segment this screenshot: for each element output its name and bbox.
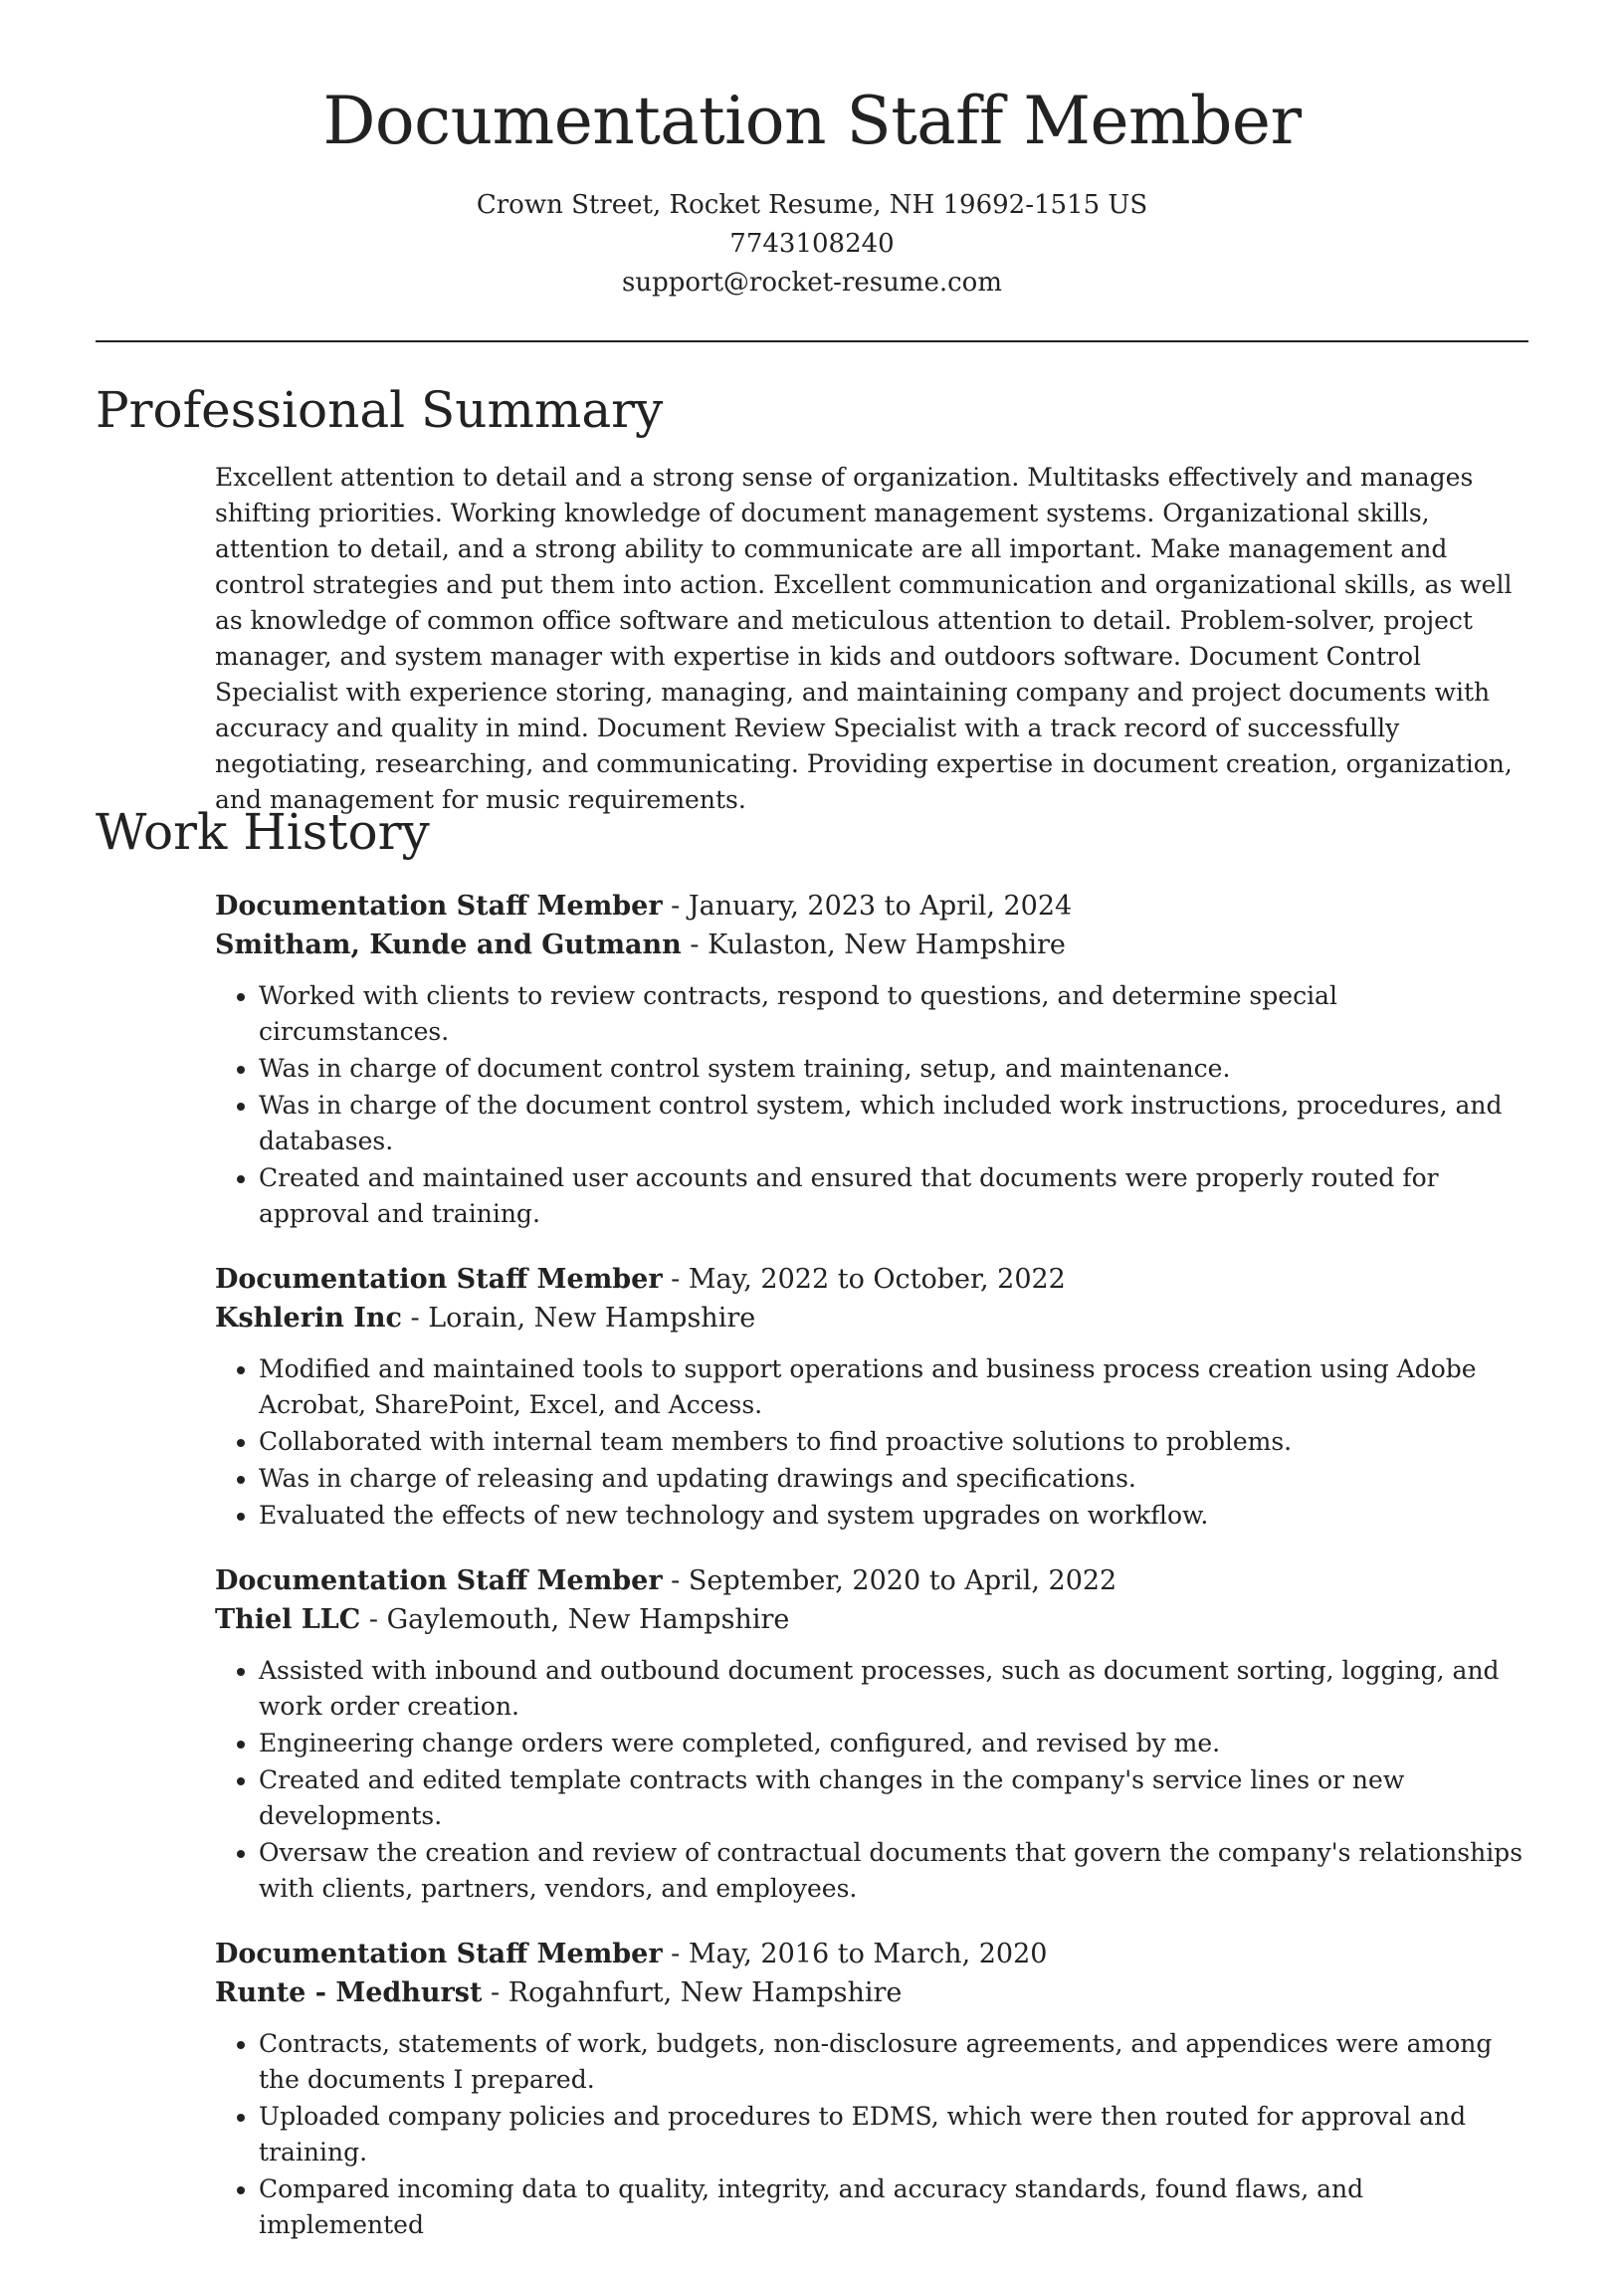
job-entry <box>215 1260 1528 1534</box>
job-company: Smitham, Kunde and Gutmann <box>215 929 682 960</box>
job-company: Kshlerin Inc <box>215 1303 402 1334</box>
job-dates: - May, 2016 to March, 2020 <box>662 1939 1048 1969</box>
job-bullet: • Collaborated with internal team members to find proactive solutions to problems. <box>259 1424 1528 1460</box>
job-bullet: • Oversaw the creation and review of contractual documents that govern the company's relationships with clients, partners, vendors, and employees. <box>259 1835 1528 1907</box>
job-bullet: • Assisted with inbound and outbound document processes, such as document sorting, logging, and work order creation. <box>259 1653 1528 1725</box>
job-company-line <box>215 1299 1528 1338</box>
work-history-list <box>215 887 1528 2271</box>
job-location: - Gaylemouth, New Hampshire <box>360 1604 790 1635</box>
header-divider <box>96 340 1528 342</box>
job-role: Documentation Staff Member <box>215 891 663 922</box>
job-bullet: • Created and edited template contracts with changes in the company's service lines or new developments. <box>259 1762 1528 1834</box>
job-role: Documentation Staff Member <box>215 1939 663 1969</box>
job-bullet: • Engineering change orders were completed, configured, and revised by me. <box>259 1726 1528 1761</box>
job-dates: - September, 2020 to April, 2022 <box>662 1565 1117 1596</box>
job-bullet: • Created and maintained user accounts and ensured that documents were properly routed for approval and training. <box>259 1160 1528 1232</box>
summary-heading: Professional Summary <box>96 381 664 439</box>
job-bullet: • Was in charge of the document control system, which included work instructions, procedures, and databases. <box>259 1088 1528 1159</box>
job-bullet: • Contracts, statements of work, budgets, non-disclosure agreements, and appendices were among the documents I prepared. <box>259 2026 1528 2098</box>
job-bullet: • Modified and maintained tools to support operations and business process creation using Adobe Acrobat, SharePoint, Excel, and Access. <box>259 1351 1528 1423</box>
job-bullet: • Was in charge of document control system training, setup, and maintenance. <box>259 1051 1528 1087</box>
job-title-line <box>215 1561 1528 1600</box>
job-company: Runte - Medhurst <box>215 1977 483 2008</box>
contact-block <box>0 186 1624 303</box>
phone-text: 7743108240 <box>729 229 895 260</box>
job-location: - Kulaston, New Hampshire <box>681 929 1066 960</box>
job-bullet: • Uploaded company policies and procedures to EDMS, which were then routed for approval and training. <box>259 2099 1528 2170</box>
job-bullet: • Compared incoming data to quality, integrity, and accuracy standards, found flaws, and implemented <box>259 2171 1528 2243</box>
job-entry <box>215 887 1528 1232</box>
job-dates: - January, 2023 to April, 2024 <box>662 891 1073 922</box>
job-dates: - May, 2022 to October, 2022 <box>662 1264 1066 1295</box>
job-bullet: • Evaluated the effects of new technology and system upgrades on workflow. <box>259 1498 1528 1534</box>
job-role: Documentation Staff Member <box>215 1565 663 1596</box>
address-text: Crown Street, Rocket Resume, NH 19692-1515 US <box>476 190 1148 221</box>
job-bullet: • Was in charge of releasing and updating drawings and specifications. <box>259 1461 1528 1497</box>
job-title-line <box>215 1260 1528 1299</box>
job-company-line <box>215 1973 1528 2012</box>
job-company: Thiel LLC <box>215 1604 361 1635</box>
resume-header <box>0 0 1624 303</box>
job-entry <box>215 1935 1528 2243</box>
job-bullet: • Worked with clients to review contracts, respond to questions, and determine special circumstances. <box>259 978 1528 1050</box>
job-entry <box>215 1561 1528 1907</box>
job-company-line <box>215 1600 1528 1639</box>
summary-paragraph: Excellent attention to detail and a strong sense of organization. Multitasks effectively and manages shifting priorities. Working knowledge of document management systems. Organizational skills, attention to detail, and a strong ability to communicate are all important. Make management and control strategies and put them into action. Excellent communication and organizational skills, as well as knowledge of common office software and meticulous attention to detail. Problem-solver, project manager, and system manager with expertise in kids and outdoors software. Document Control Specialist with experience storing, managing, and maintaining company and project documents with accuracy and quality in mind. Document Review Specialist with a track record of successfully negotiating, researching, and communicating. Providing expertise in document creation, organization, and management for music requirements. <box>215 463 1513 814</box>
job-title-line <box>215 887 1528 926</box>
job-company-line <box>215 926 1528 964</box>
job-bullets <box>215 1351 1528 1534</box>
work-history-heading: Work History <box>96 803 430 861</box>
candidate-name: Documentation Staff Member <box>322 83 1302 159</box>
job-bullets <box>215 978 1528 1232</box>
job-bullets <box>215 2026 1528 2243</box>
job-location: - Lorain, New Hampshire <box>401 1303 756 1334</box>
job-role: Documentation Staff Member <box>215 1264 663 1295</box>
job-bullets <box>215 1653 1528 1907</box>
email-text: support@rocket-resume.com <box>621 268 1002 299</box>
job-location: - Rogahnfurt, New Hampshire <box>482 1977 903 2008</box>
job-title-line <box>215 1935 1528 1973</box>
